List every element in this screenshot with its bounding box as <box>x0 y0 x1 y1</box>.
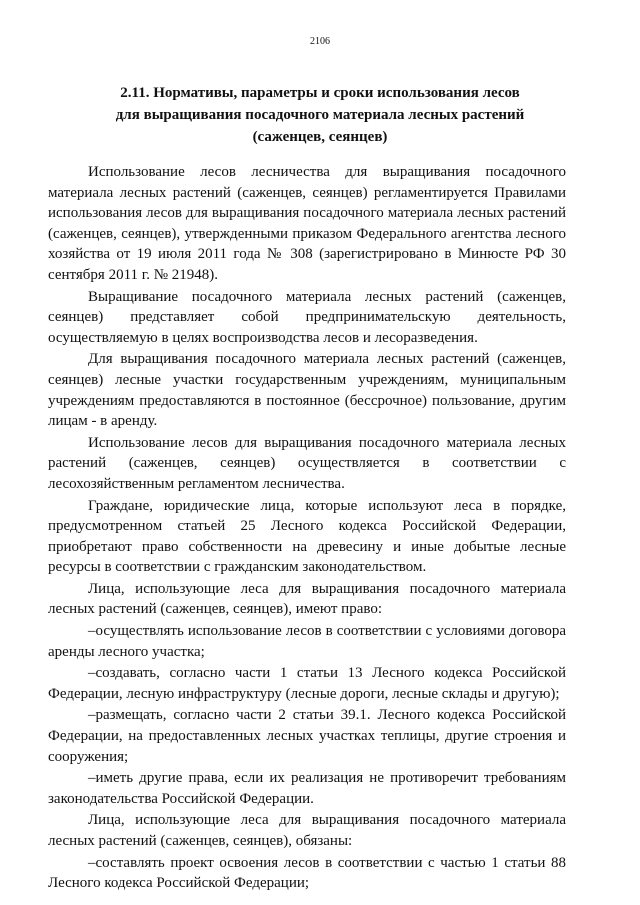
paragraph: Для выращивания посадочного материала лесных растений (саженцев, сеянцев) лесные участки государственным учреждениям, муниципальным учреждениям предоставляются в постоянное (бессрочное) пользование, другим лицам - в аренду. <box>48 351 566 430</box>
heading-line: 2.11. Нормативы, параметры и сроки использования лесов <box>120 85 520 101</box>
body-text <box>48 162 566 895</box>
paragraph: Лица, использующие леса для выращивания посадочного материала лесных растений (саженцев, сеянцев), обязаны: <box>48 812 566 849</box>
heading-line: (саженцев, сеянцев) <box>252 129 388 145</box>
list-item: –иметь другие права, если их реализация не противоречит требованиям законодательства Российской Федерации. <box>48 770 566 807</box>
list-item: –создавать, согласно части 1 статьи 13 Лесного кодекса Российской Федерации, лесную инфраструктуру (лесные дороги, лесные склады и другую); <box>48 665 566 702</box>
list-item: –осуществлять использование лесов в соответствии с условиями договора аренды лесного участка; <box>48 623 566 660</box>
paragraph: Выращивание посадочного материала лесных растений (саженцев, сеянцев) представляет собой предпринимательскую деятельность, осуществляемую в целях воспроизводства лесов и лесоразведения. <box>48 288 566 346</box>
paragraph: Использование лесов лесничества для выращивания посадочного материала лесных растений (саженцев, сеянцев) регламентируется Правилами использования лесов для выращивания посадочного материала лесных растений (саженцев, сеянцев), утвержденными приказом Федерального агентства лесного хозяйства от 19 июля 2011 года № 308 (зарегистрировано в Минюсте РФ 30 сентября 2011 г. № 21948). <box>48 164 566 283</box>
list-item: –размещать, согласно части 2 статьи 39.1. Лесного кодекса Российской Федерации, на предоставленных лесных участках теплицы, другие строения и сооружения; <box>48 707 566 765</box>
list-item: –составлять проект освоения лесов в соответствии с частью 1 статьи 88 Лесного кодекса Российской Федерации; <box>48 854 566 892</box>
page-number: 2106 <box>310 36 330 47</box>
paragraph: Граждане, юридические лица, которые используют леса в порядке, предусмотренном статьей 25 Лесного кодекса Российской Федерации, приобретают право собственности на древесину и иные добытые лесные ресурсы в соответствии с гражданским законодательством. <box>48 497 566 576</box>
paragraph: Использование лесов для выращивания посадочного материала лесных растений (саженцев, сеянцев) осуществляется в соответствии с лесохозяйственным регламентом лесничества. <box>48 434 566 492</box>
paragraph: Лица, использующие леса для выращивания посадочного материала лесных растений (саженцев, сеянцев), имеют право: <box>48 580 566 618</box>
section-heading <box>60 82 580 148</box>
heading-line: для выращивания посадочного материала лесных растений <box>115 107 525 123</box>
